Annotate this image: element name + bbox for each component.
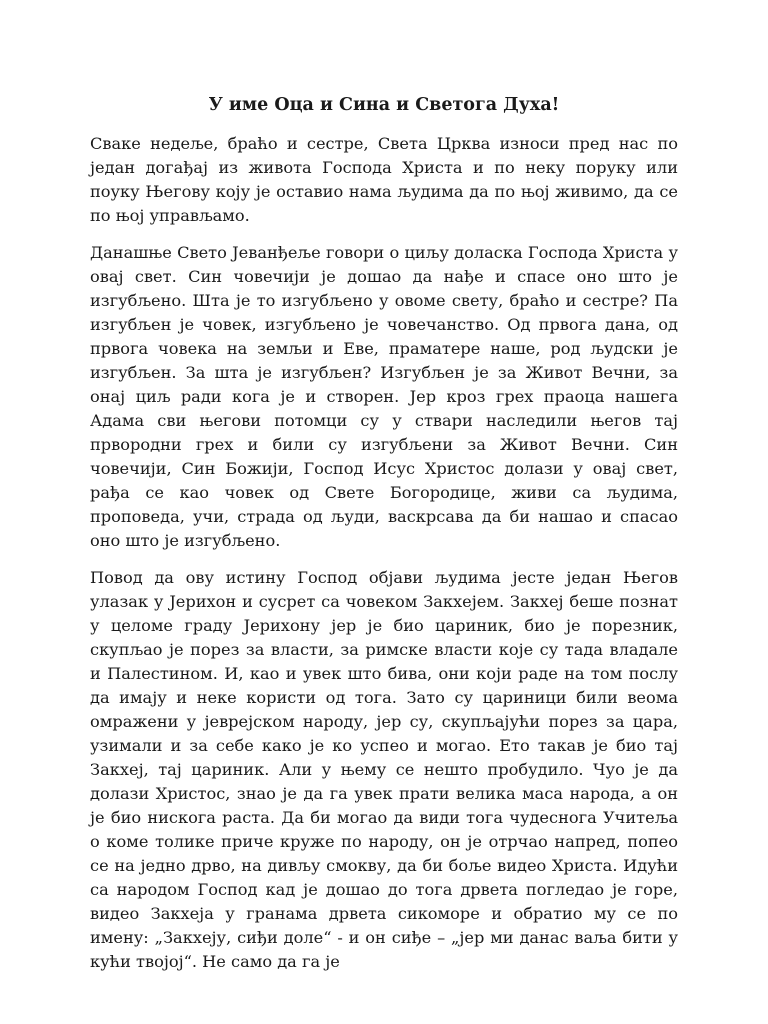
paragraph-intro: Сваке недеље, браћо и сестре, Света Црква износи пред нас по један догађај из живота Господа Христа и по неку поруку или поуку Његову коју је оставио нама људима да по њој живимо, да се по њој управљамо.	[90, 134, 678, 225]
paragraph-zacchaeus: Повод да ову истину Господ објави људима јесте један Његов улазак у Јерихон и сусрет са човеком Закхејем. Закхеј беше познат у целоме граду Јерихону јер је био цариник, био је порезник, скупљао је порез за власти, за римске власти које су тада владале и Палестином. И, као и увек што бива, они који раде на том послу да имају и неке користи од тога. Зато су цариници били веома омражени у јеврејском народу, јер су, скупљајући порез за цара, узимали и за себе како је ко успео и могао. Ето такав је био тај Закхеј, тај цариник. Али у њему се нешто пробудило. Чуо је да долази Христос, знао је да га увек прати велика маса народа, а он је био нискога раста. Да би могао да види тога чудеснога Учитеља о коме толике приче круже по народу, он је отрчао напред, попео се на једно дрво, на дивљу смокву, да би боље видео Христа. Идући са народом Господ кад је дошао до тога дрвета погледао је горе, видео Закхеја у гранама дрвета сикоморе и обратио му се по имену: „Закхеју, сиђи доле“ - и он сиђе – „јер ми данас ваља бити у кући твојој“. Не само да га је	[90, 568, 678, 971]
document-title: У име Оца и Сина и Светога Духа!	[208, 95, 560, 115]
document-page	[90, 92, 678, 987]
paragraph-gospel: Данашње Свето Јеванђеље говори о циљу доласка Господа Христа у овај свет. Син човечији је дошао да нађе и спасе оно што је изгубљено. Шта је то изгубљено у овоме свету, браћо и сестре? Па изгубљен је човек, изгубљено је човечанство. Од првога дана, од првога човека на земљи и Еве, праматере наше, род људски је изгубљен. За шта је изгубљен? Изгубљен је за Живот Вечни, за онај циљ ради кога је и створен. Јер кроз грех праоца нашега Адама сви његови потомци су у ствари наследили његов тај прворoдни грех и били су изгубљени за Живот Вечни. Син човечији, Син Божији, Господ Исус Христос долази у овај свет, рађа се као човек од Свете Богородице, живи са људима, проповеда, учи, страда од људи, васкрсава да би нашао и спасао оно што је изгубљено.	[90, 243, 678, 550]
